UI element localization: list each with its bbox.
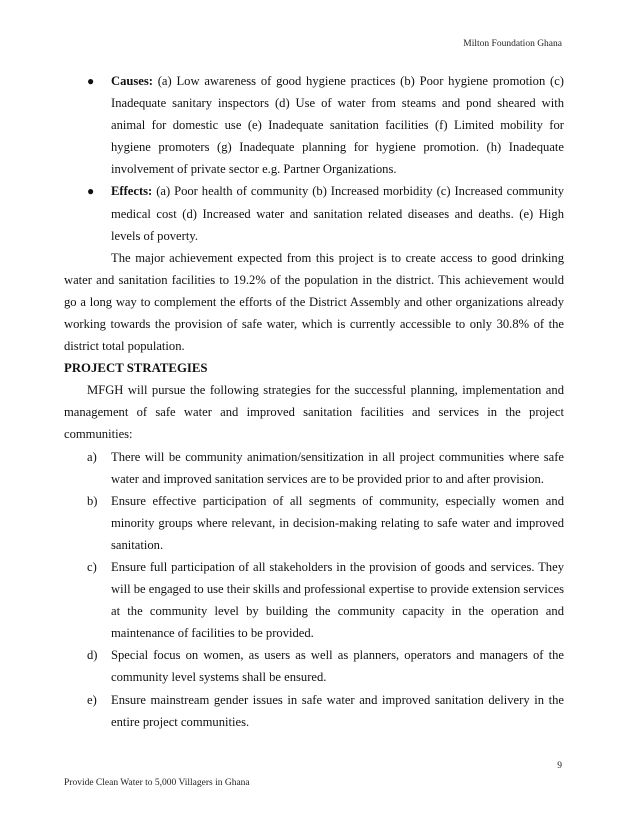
bullet-label: Causes:: [111, 74, 153, 88]
strategy-item: [64, 490, 564, 556]
strategy-item: [64, 556, 564, 644]
bullet-dot-icon: ●: [87, 184, 95, 199]
bullet-effects: [64, 180, 564, 246]
strategy-item: [64, 689, 564, 733]
strategy-text: Ensure full participation of all stakeholders in the provision of goods and services. They will be engaged to use their skills and professional expertise to provide extension services at the community level by building the community capacity in the operation and maintenance of facilities to be provided.: [111, 559, 564, 641]
section-heading: PROJECT STRATEGIES: [64, 361, 208, 376]
strategy-text: Ensure effective participation of all segments of community, especially women and minority groups where relevant, in decision-making relating to safe water and improved sanitation.: [111, 493, 564, 552]
bullet-causes: [64, 70, 564, 180]
strategy-marker: c): [87, 559, 97, 574]
page-body: [64, 70, 564, 733]
page-number: 9: [557, 761, 562, 771]
bullet-text: (a) Low awareness of good hygiene practices (b) Poor hygiene promotion (c) Inadequate sanitary inspectors (d) Use of water from steams and pond sheared with animal for domestic use (e) Inadequate sanitation facilities (f) Limited mobility for hygiene promoters (g) Inadequate planning for hygiene promotion. (h) Inadequate involvement of private sector e.g. Partner Organizations.: [111, 74, 564, 177]
strategy-item: [64, 644, 564, 688]
running-footer: Provide Clean Water to 5,000 Villagers in Ghana: [64, 778, 250, 788]
strategy-marker: a): [87, 449, 97, 464]
strategies-intro: MFGH will pursue the following strategies for the successful planning, implementation and management of safe water and improved sanitation facilities and services in the project communities:: [64, 383, 564, 442]
strategy-text: Ensure mainstream gender issues in safe water and improved sanitation delivery in the entire project communities.: [111, 692, 564, 729]
strategy-item: [64, 446, 564, 490]
strategy-marker: e): [87, 692, 97, 707]
bullet-text: (a) Poor health of community (b) Increased morbidity (c) Increased community medical cost (d) Increased water and sanitation related diseases and deaths. (e) High levels of poverty.: [111, 184, 564, 243]
strategy-text: There will be community animation/sensitization in all project communities where safe water and improved sanitation services are to be provided prior to and after provision.: [111, 449, 564, 486]
strategy-text: Special focus on women, as users as well as planners, operators and managers of the community level systems shall be ensured.: [111, 648, 564, 685]
strategy-marker: b): [87, 493, 98, 508]
achievement-paragraph: The major achievement expected from this project is to create access to good drinking water and sanitation facilities to 19.2% of the population in the district. This achievement would go a long way to complement the efforts of the District Assembly and other organizations already working towards the provision of safe water, which is currently accessible to only 30.8% of the district total population.: [64, 250, 564, 354]
bullet-dot-icon: ●: [87, 74, 95, 88]
strategies-list: [64, 446, 564, 733]
causes-effects-list: [64, 70, 564, 247]
bullet-label: Effects:: [111, 184, 153, 199]
running-header: Milton Foundation Ghana: [463, 39, 562, 49]
strategy-marker: d): [87, 648, 98, 663]
